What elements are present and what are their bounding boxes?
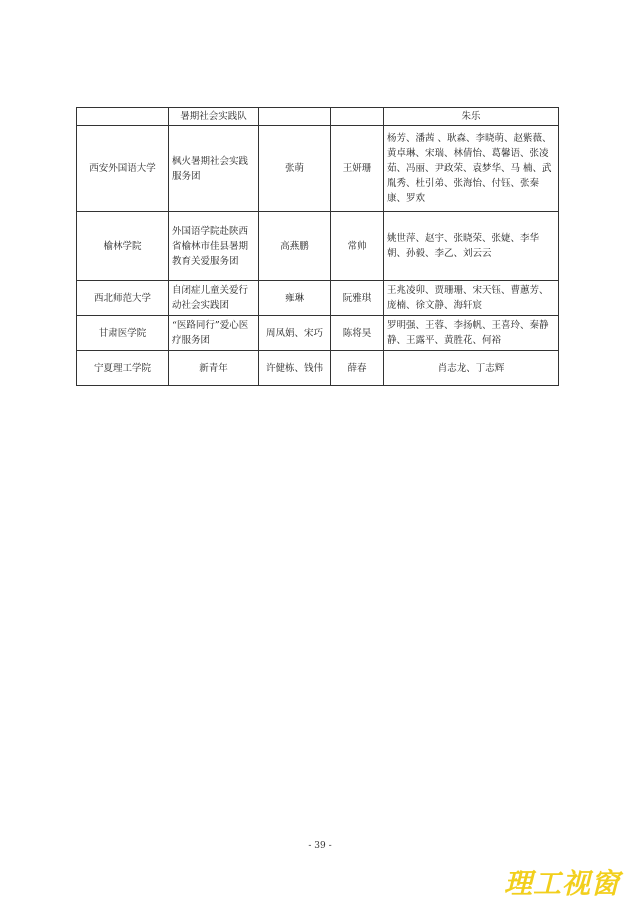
leader-cell: 周凤娟、宋巧 [259, 316, 331, 351]
team-cell: 自闭症儿童关爱行动社会实践团 [169, 281, 259, 316]
instructor-cell: 陈将昊 [331, 316, 384, 351]
instructor-cell: 薛春 [331, 351, 384, 386]
leader-cell: 许健栋、钱伟 [259, 351, 331, 386]
members-cell: 杨芳、潘茜 、耿森、李晓萌、赵紫薇、黄卓琳、宋瑞、林倩怡、葛馨语、张凌茹、冯丽、尹政荣、袁梦华、马 楠、武胤秀、杜引弟、张海怡、付钰、张秦康、罗欢 [384, 126, 559, 212]
table-row [77, 108, 559, 126]
leader-cell: 张萌 [259, 126, 331, 212]
school-cell: 宁夏理工学院 [77, 351, 169, 386]
leader-cell: 雍琳 [259, 281, 331, 316]
school-cell: 甘肃医学院 [77, 316, 169, 351]
leader-cell [259, 108, 331, 126]
members-cell: 姚世萍、赵宇、张晓荣、张婕、李华朝、孙毅、李乙、刘云云 [384, 212, 559, 281]
school-cell: 西北师范大学 [77, 281, 169, 316]
page-number: - 39 - [308, 841, 332, 851]
roster-table [76, 107, 559, 386]
watermark-logo: 理工视窗 [504, 867, 621, 900]
instructor-cell [331, 108, 384, 126]
instructor-cell: 王妍珊 [331, 126, 384, 212]
instructor-cell: 阮雅琪 [331, 281, 384, 316]
members-cell: 王兆凌卯、贾珊珊、宋天钰、曹蕙芳、庞楠、徐文静、海轩宸 [384, 281, 559, 316]
table-row [77, 351, 559, 386]
members-cell: 朱乐 [384, 108, 559, 126]
instructor-cell: 常帅 [331, 212, 384, 281]
school-cell [77, 108, 169, 126]
members-cell: 罗明强、王蓉、李扬帆、王喜玲、秦静静、王露平、黄胜花、何裕 [384, 316, 559, 351]
team-cell: 外国语学院赴陕西省榆林市佳县暑期教育关爱服务团 [169, 212, 259, 281]
leader-cell: 高燕鹏 [259, 212, 331, 281]
team-cell: 枫火暑期社会实践服务团 [169, 126, 259, 212]
school-cell: 榆林学院 [77, 212, 169, 281]
members-cell: 肖志龙、丁志辉 [384, 351, 559, 386]
team-cell: “医路同行”爱心医疗服务团 [169, 316, 259, 351]
table-row [77, 281, 559, 316]
team-cell: 新青年 [169, 351, 259, 386]
table-row [77, 126, 559, 212]
team-cell: 暑期社会实践队 [169, 108, 259, 126]
table-row [77, 316, 559, 351]
school-cell: 西安外国语大学 [77, 126, 169, 212]
table-row [77, 212, 559, 281]
